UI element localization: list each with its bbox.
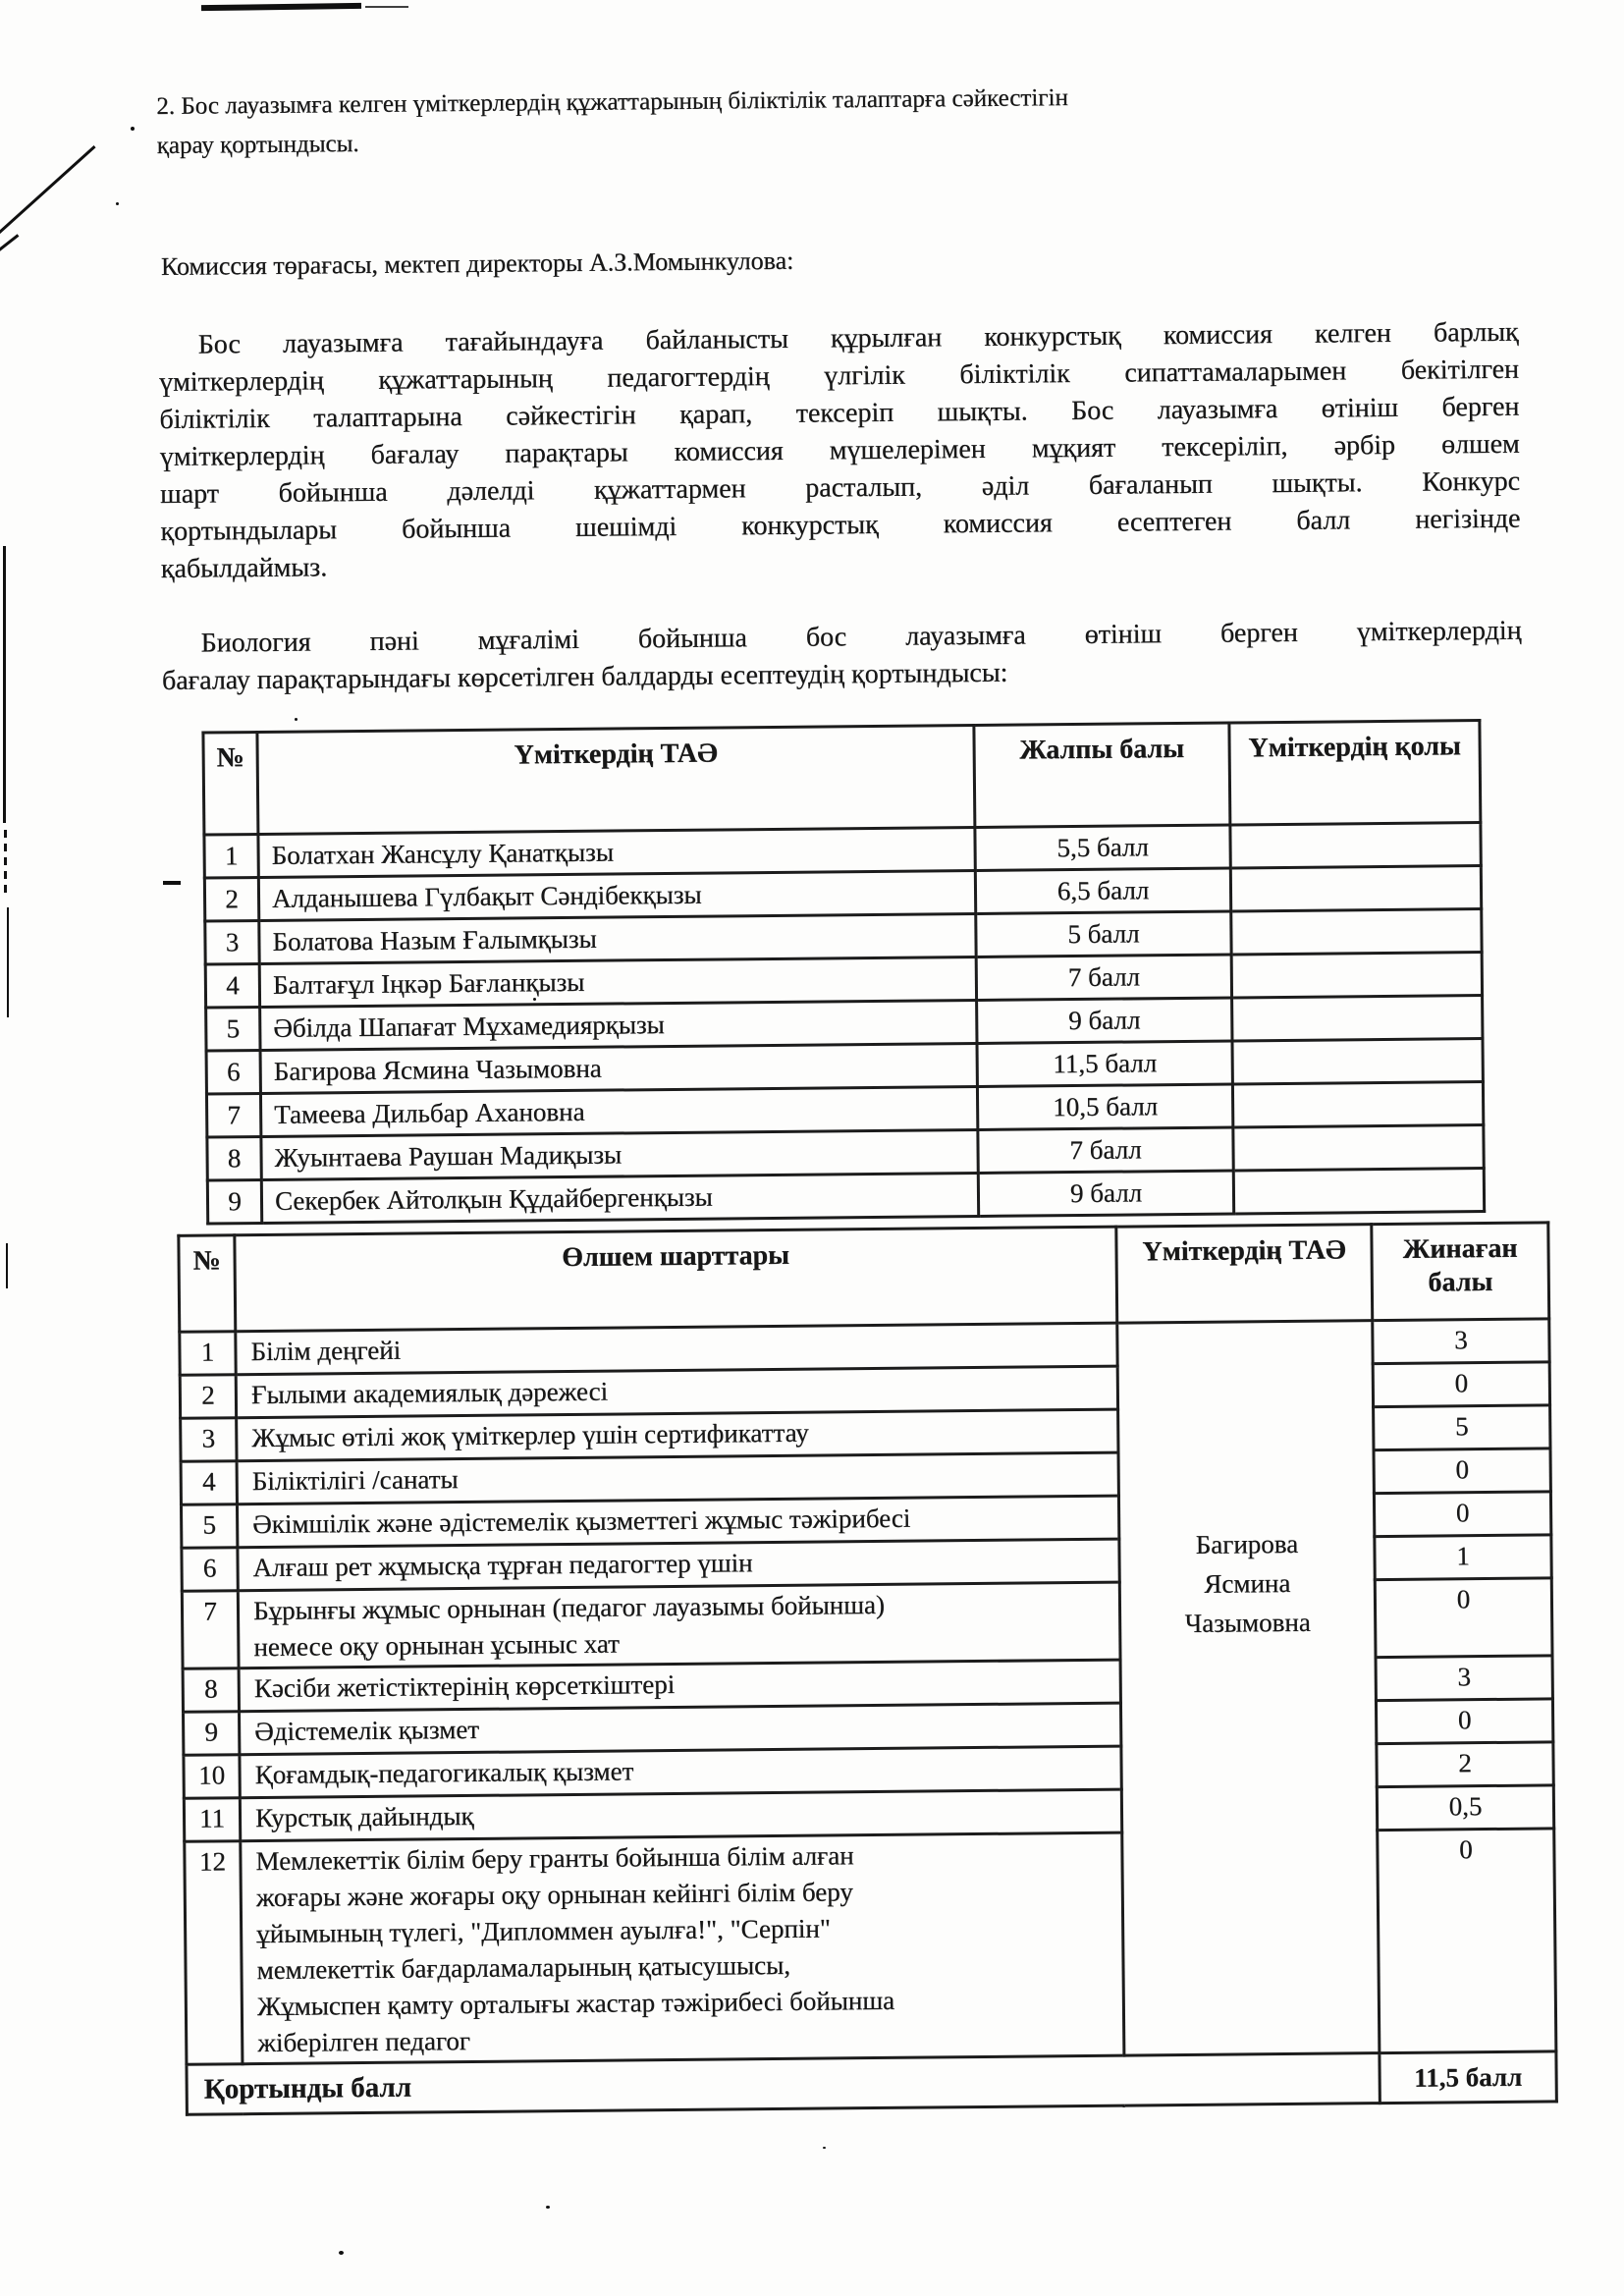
body-line: қортындылары бойынша шешімді конкурстық комиссия есептеген балл негізінде [160, 503, 1521, 547]
score-cell: 0,5 [1377, 1785, 1553, 1831]
table-header-row [179, 1223, 1549, 1332]
col-header-total-score: Жалпы балы [974, 723, 1230, 827]
candidate-name-text: Багирова Ясмина Чазымовна [1184, 1528, 1311, 1638]
signature-cell [1232, 1082, 1483, 1127]
col-header-collected-score: Жинаған балы [1372, 1223, 1549, 1321]
criteria-text: Ғылыми академиялық дәрежесі [250, 1376, 609, 1410]
candidate-name-cell: Әбілда Шапағат Мұхамедиярқызы [260, 1000, 977, 1050]
score-cell: 2 [1377, 1742, 1553, 1787]
row-number-cell: 1 [204, 835, 258, 879]
score-cell: 3 [1376, 1656, 1552, 1701]
row-number-cell: 6 [182, 1548, 238, 1592]
score-cell: 0 [1373, 1362, 1549, 1407]
col-header-signature: Үміткердің қолы [1229, 721, 1481, 825]
col-header-criteria: Өлшем шарттары [235, 1227, 1117, 1332]
signature-cell [1230, 866, 1481, 911]
col-header-number: № [179, 1235, 236, 1333]
candidate-name-cell: Балтағұл Іңкәр Бағланқызы [259, 957, 976, 1007]
body-paragraph [158, 314, 1520, 588]
row-number-cell: 7 [182, 1591, 239, 1669]
score-cell: 6,5 балл [975, 868, 1230, 913]
row-number-cell: 9 [207, 1179, 261, 1224]
score-cell: 5 балл [976, 911, 1231, 957]
criteria-text: Біліктілігі /санаты [251, 1464, 459, 1497]
row-number-cell: 9 [184, 1712, 240, 1756]
row-number-cell: 12 [185, 1841, 243, 2065]
biology-line: бағалау парақтарындағы көрсетілген балдарды есептеудің қортындысы: [161, 657, 1008, 696]
signature-cell [1231, 909, 1482, 955]
signature-cell [1230, 823, 1481, 868]
body-line: шарт бойынша дәлелді құжаттармен расталып, әділ бағаланып шықты. Конкурс [159, 465, 1521, 510]
criteria-score-table [177, 1221, 1558, 2115]
signature-cell [1233, 1169, 1484, 1214]
criteria-text: Қоғамдық-педагогикалық қызмет [254, 1756, 634, 1790]
col-header-candidate: Үміткердің ТАӘ [1116, 1225, 1373, 1323]
commission-chairman-line: Комиссия төрағасы, мектеп директоры А.З.Момынкулова: [160, 246, 794, 281]
score-cell: 11,5 балл [977, 1041, 1232, 1086]
row-number-cell: 6 [206, 1050, 260, 1094]
criteria-text: Білім деңгейі [250, 1335, 402, 1367]
score-cell: 0 [1375, 1578, 1552, 1658]
candidate-name-cell: Алданышева Гүлбақыт Сәндібекқызы [258, 870, 975, 920]
body-line: үміткерлердің бағалау парақтары комиссия мүшелерімен мұқият тексеріліп, әрбір өлшем [159, 428, 1520, 472]
score-cell: 3 [1373, 1319, 1549, 1364]
row-number-cell: 5 [181, 1504, 237, 1549]
signature-cell [1232, 1039, 1483, 1084]
col-header-candidate-name: Үміткердің ТАӘ [257, 726, 975, 835]
body-line: біліктілік талаптарына сәйкестігін қарап, тексеріп шықты. Бос лауазымға өтініш берген [159, 391, 1520, 435]
score-cell: 7 балл [976, 955, 1231, 1000]
score-cell: 10,5 балл [977, 1084, 1232, 1129]
candidate-name-cell: Тамеева Дильбар Ахановна [260, 1086, 977, 1136]
criteria-text: Жұмыс өтілі жоқ үміткерлер үшін сертификаттау [251, 1417, 809, 1453]
score-cell: 0 [1374, 1492, 1550, 1537]
criteria-text: Мемлекеттік білім беру гранты бойынша білім алған жоғары және жоғары оқу орнынан кейінгі білім беру ұйымының түлегі, "Дипломмен ауылға!", "Серпін" мемлекеттік бағдарламаларының қатысушысы, Жұмыспен қамту орталығы жастар тәжірибесі бойынша жіберілген педагог [255, 1840, 895, 2058]
row-number-cell: 3 [181, 1418, 237, 1462]
row-number-cell: 7 [206, 1093, 260, 1137]
candidate-name-cell: Болатхан Жансұлу Қанатқызы [258, 827, 975, 877]
criteria-text: Алғаш рет жұмысқа тұрған педагогтер үшін [252, 1548, 753, 1583]
score-cell: 0 [1378, 1829, 1556, 2053]
candidate-name-cell: Болатова Назым Ғалымқызы [259, 913, 976, 963]
candidates-score-table [201, 719, 1486, 1225]
candidate-name-cell: Багирова Ясмина Чазымовна [260, 1043, 977, 1093]
section-heading [156, 77, 1257, 166]
score-cell: 9 балл [977, 998, 1232, 1043]
row-number-cell: 5 [206, 1007, 260, 1051]
score-cell: 5 [1374, 1405, 1550, 1450]
score-cell: 0 [1376, 1699, 1552, 1744]
score-cell: 1 [1375, 1535, 1551, 1580]
criteria-cell [241, 1832, 1124, 2064]
row-number-cell: 4 [205, 963, 259, 1008]
body-line: үміткерлердің құжаттарының педагогтердің үлгілік біліктілік сипаттамаларымен бекітілген [158, 354, 1520, 398]
candidate-name-cell: Жуынтаева Раушан Мадиқызы [261, 1129, 978, 1179]
criteria-text: Әкімшілік және әдістемелік қызметтегі жұмыс тәжірибесі [252, 1503, 911, 1540]
candidate-name-cell: Секербек Айтолқын Құдайбергенқызы [261, 1173, 978, 1223]
criteria-text: Әдістемелік қызмет [254, 1714, 480, 1747]
score-cell: 0 [1374, 1449, 1550, 1494]
criteria-text: Бұрынғы жұмыс орнынан (педагог лауазымы бойынша) немесе оқу орнынан ұсыныс хат [252, 1589, 886, 1663]
signature-cell [1232, 996, 1483, 1041]
biology-line: Биология пәні мұғалімі бойынша бос лауазымға өтініш берген үміткерлердің [200, 615, 1522, 659]
col-header-number: № [203, 733, 258, 836]
section-heading-line2: қарау қортындысы. [156, 130, 359, 159]
row-number-cell: 3 [205, 920, 259, 964]
criteria-cell [238, 1582, 1120, 1668]
score-cell: 9 балл [978, 1171, 1233, 1216]
section-heading-line1: 2. Бос лауазымға келген үміткерлердің құжаттарының біліктілік талаптарға сәйкестігін [156, 84, 1068, 120]
criteria-text: Кәсіби жетістіктерінің көрсеткіштері [253, 1668, 676, 1704]
row-number-cell: 11 [184, 1798, 240, 1842]
row-number-cell: 10 [184, 1755, 240, 1799]
scan-mark-left-tick [6, 1243, 8, 1288]
criteria-text: Курстық дайындық [254, 1800, 474, 1833]
biology-paragraph [161, 613, 1522, 700]
total-score-value: 11,5 балл [1380, 2051, 1556, 2104]
table-header-row [203, 721, 1481, 835]
row-number-cell: 2 [180, 1375, 236, 1419]
row-number-cell: 1 [180, 1332, 236, 1376]
row-number-cell: 8 [183, 1668, 239, 1713]
row-number-cell: 4 [181, 1461, 237, 1505]
score-cell: 5,5 балл [975, 825, 1230, 870]
score-cell: 7 балл [978, 1127, 1233, 1173]
row-number-cell: 2 [204, 878, 258, 922]
body-line: қабылдаймыз. [160, 552, 328, 584]
row-number-cell: 8 [207, 1136, 261, 1180]
body-line: Бос лауазымға тағайындауға байланысты құрылған конкурстық комиссия келген барлық [197, 316, 1519, 360]
signature-cell [1231, 953, 1482, 998]
candidate-name-span-cell [1117, 1321, 1380, 2055]
total-score-label: Қортынды балл [187, 2053, 1380, 2115]
signature-cell [1233, 1125, 1484, 1171]
